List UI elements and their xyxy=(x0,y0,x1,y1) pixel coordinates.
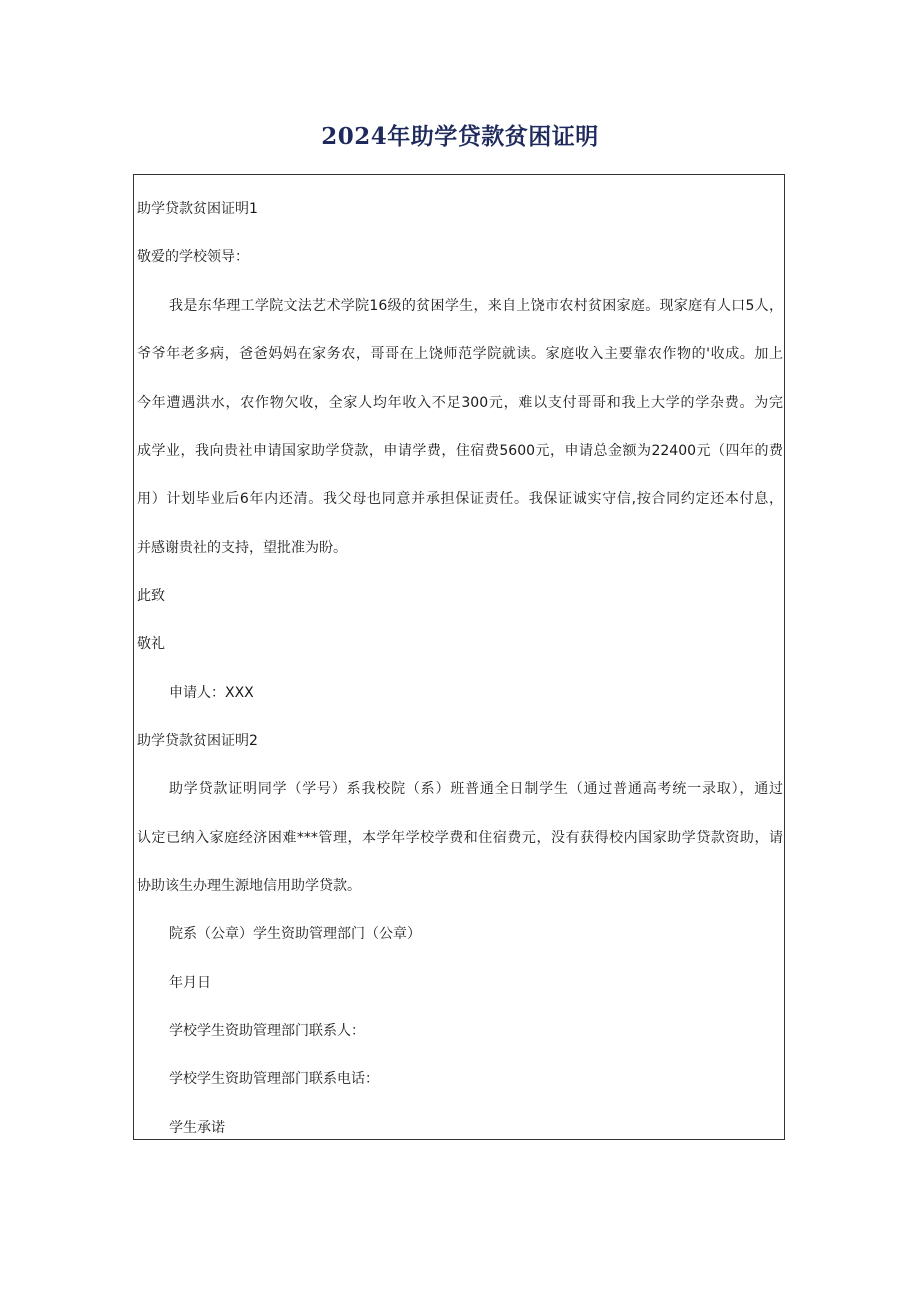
paragraph-line: 我是东华理工学院文法艺术学院16级的贫困学生，来自上饶市农村贫困家庭。现家庭有人口5人， xyxy=(169,298,783,314)
paragraph-line: 用）计划毕业后6年内还清。我父母也同意并承担保证责任。我保证诚实守信,按合同约定还本付息， xyxy=(137,491,783,507)
paragraph-line: 并感谢贵社的支持，望批准为盼。 xyxy=(137,540,347,556)
date-line: 年月日 xyxy=(169,975,211,991)
paragraph-line: 今年遭遇洪水，农作物欠收，全家人均年收入不足300元，难以支付哥哥和我上大学的学杂费。为完 xyxy=(137,395,783,411)
student-pledge-heading: 学生承诺 xyxy=(169,1120,225,1136)
document-frame xyxy=(133,174,785,1140)
seal-line: 院系（公章）学生资助管理部门（公章） xyxy=(169,926,421,942)
closing-salute: 敬礼 xyxy=(137,636,165,652)
paragraph-line: 助学贷款证明同学（学号）系我校院（系）班普通全日制学生（通过普通高考统一录取），通过 xyxy=(169,781,783,797)
contact-phone-line: 学校学生资助管理部门联系电话： xyxy=(169,1071,379,1087)
salutation: 敬爱的学校领导： xyxy=(137,249,249,265)
document-title: 2024年助学贷款贫困证明 xyxy=(321,123,599,150)
section-heading-1: 助学贷款贫困证明1 xyxy=(137,201,258,217)
section-heading-2: 助学贷款贫困证明2 xyxy=(137,733,258,749)
paragraph-line: 成学业，我向贵社申请国家助学贷款，申请学费，住宿费5600元，申请总金额为22400元（四年的费 xyxy=(137,443,783,459)
paragraph-line: 协助该生办理生源地信用助学贷款。 xyxy=(137,878,361,894)
paragraph-line: 认定已纳入家庭经济困难***管理，本学年学校学费和住宿费元，没有获得校内国家助学贷款资助，请 xyxy=(137,830,783,846)
applicant-name: 申请人：XXX xyxy=(169,685,254,701)
contact-person-line: 学校学生资助管理部门联系人： xyxy=(169,1023,365,1039)
closing-respect: 此致 xyxy=(137,588,165,604)
paragraph-line: 爷爷年老多病，爸爸妈妈在家务农，哥哥在上饶师范学院就读。家庭收入主要靠农作物的'收成。加上 xyxy=(137,346,783,362)
